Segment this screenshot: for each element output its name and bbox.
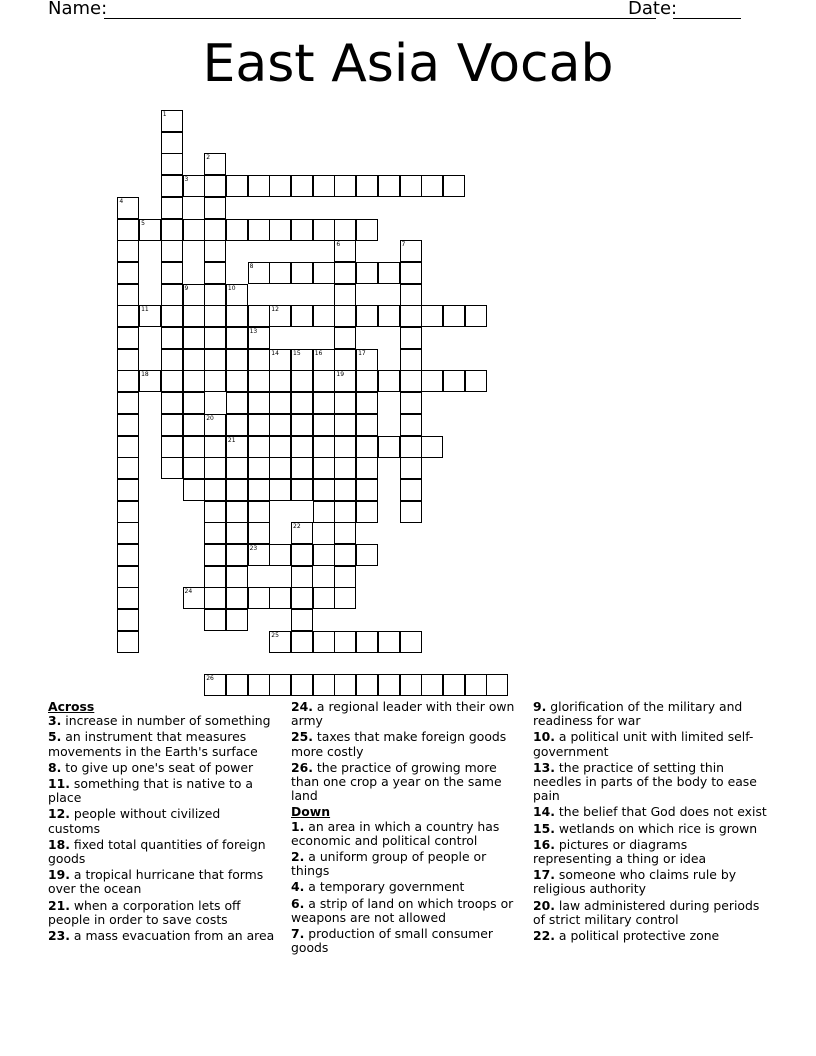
crossword-cell[interactable] [334,479,356,501]
crossword-cell[interactable] [400,370,422,392]
crossword-cell[interactable] [400,349,422,371]
crossword-cell[interactable] [161,175,183,197]
crossword-cell[interactable] [161,327,183,349]
cell-number: 23 [249,545,258,552]
crossword-cell[interactable] [421,370,443,392]
crossword-cell[interactable] [226,414,248,436]
crossword-cell[interactable] [117,522,139,544]
crossword-cell[interactable] [204,501,226,523]
crossword-cell[interactable] [117,349,139,371]
cell-number: 13 [249,328,258,335]
crossword-cell[interactable] [204,327,226,349]
cell-number: 10 [227,284,236,292]
crossword-cell[interactable] [161,370,183,392]
cell-number: 18 [141,371,149,379]
crossword-cell[interactable] [400,327,422,349]
crossword-cell[interactable] [117,501,139,523]
crossword-cell[interactable] [356,674,378,696]
crossword-cell[interactable] [204,370,226,392]
name-label: Name: [48,0,108,19]
clue-across-24: 24. a regional leader with their own army [291,699,515,729]
crossword-cell[interactable] [334,436,356,458]
cell-number: 14 [271,349,279,357]
crossword-cell[interactable] [161,392,183,414]
crossword-cell[interactable] [334,414,356,436]
crossword-cell[interactable] [313,436,335,458]
crossword-cell[interactable] [465,370,487,392]
clue-across-26: 26. the practice of growing more than one crop a year on the same land [291,759,502,804]
crossword-cell[interactable] [139,370,161,392]
crossword-cell[interactable] [313,479,335,501]
crossword-cell[interactable] [248,175,270,197]
crossword-cell[interactable] [183,414,205,436]
cell-number: 21 [227,436,236,444]
crossword-cell[interactable] [183,436,205,458]
crossword-cell[interactable] [378,175,400,197]
cell-number: 20 [206,414,214,422]
crossword-cell[interactable] [400,457,422,479]
page-title: East Asia Vocab [202,34,614,94]
crossword-cell[interactable] [291,414,313,436]
crossword-cell[interactable] [269,457,291,479]
crossword-cell[interactable] [183,305,205,327]
crossword-cell[interactable] [465,674,487,696]
crossword-cell[interactable] [204,414,226,436]
crossword-cell[interactable] [269,349,291,371]
crossword-cell[interactable] [269,674,291,696]
crossword-cell[interactable] [226,609,248,631]
crossword-cell[interactable] [269,219,291,241]
cell-number: 4 [119,197,124,205]
cell-number: 12 [271,306,279,314]
cell-number: 22 [293,523,301,531]
clue-down-17: 17. someone who claims rule by religious authority [533,867,737,897]
crossword-cell[interactable] [226,219,248,241]
crossword-cell[interactable] [291,457,313,479]
crossword-cell[interactable] [117,240,139,262]
crossword-cell[interactable] [183,175,205,197]
clue-across-18: 18. fixed total quantities of foreign goods [48,836,266,867]
crossword-cell[interactable] [204,566,226,588]
crossword-cell[interactable] [226,522,248,544]
crossword-cell[interactable] [356,501,378,523]
crossword-cell[interactable] [291,305,313,327]
crossword-cell[interactable] [421,674,443,696]
crossword-cell[interactable] [117,479,139,501]
crossword-cell[interactable] [334,370,356,392]
clue-across-5: 5. an instrument that measures movements in the Earth's surface [48,729,258,759]
crossword-cell[interactable] [226,479,248,501]
crossword-cell[interactable] [248,436,270,458]
crossword-cell[interactable] [248,370,270,392]
crossword-cell[interactable] [183,349,205,371]
crossword-cell[interactable] [291,262,313,284]
crossword-cell[interactable] [313,631,335,653]
crossword-cell[interactable] [226,175,248,197]
crossword-cell[interactable] [356,219,378,241]
crossword-cell[interactable] [400,240,422,262]
crossword-cell[interactable] [400,305,422,327]
crossword-cell[interactable] [313,370,335,392]
crossword-cell[interactable] [248,414,270,436]
cell-number: 11 [141,306,149,314]
crossword-cell[interactable] [334,544,356,566]
clue-down-15: 15. wetlands on which rice is grown [533,820,758,836]
crossword-cell[interactable] [117,587,139,609]
crossword-cell[interactable] [334,175,356,197]
crossword-cell[interactable] [378,436,400,458]
clue-across-12: 12. people without civilized customs [48,806,221,836]
crossword-cell[interactable] [334,457,356,479]
crossword-cell[interactable] [226,544,248,566]
cell-number: 8 [249,262,254,270]
crossword-cell[interactable] [313,457,335,479]
cell-number: 25 [271,631,279,639]
clue-across-8: 8. to give up one's seat of power [48,759,254,775]
crossword-cell[interactable] [400,479,422,501]
crossword-cell[interactable] [248,305,270,327]
crossword-cell[interactable] [248,262,270,284]
clue-down-16: 16. pictures or diagrams representing a thing or idea [533,836,707,867]
crossword-cell[interactable] [400,175,422,197]
crossword-cell[interactable] [226,284,248,306]
crossword-cell[interactable] [378,370,400,392]
crossword-cell[interactable] [400,436,422,458]
crossword-cell[interactable] [117,197,139,219]
clue-down-20: 20. law administered during periods of strict military control [533,897,760,927]
crossword-cell[interactable] [400,631,422,653]
clue-across-25: 25. taxes that make foreign goods more costly [291,729,507,759]
crossword-cell[interactable] [313,349,335,371]
crossword-cell[interactable] [356,631,378,653]
crossword-cell[interactable] [204,522,226,544]
crossword-cell[interactable] [204,284,226,306]
cell-number: 5 [141,219,145,227]
crossword-cell[interactable] [161,305,183,327]
crossword-cell[interactable] [161,110,183,132]
crossword-cell[interactable] [161,436,183,458]
crossword-cell[interactable] [204,305,226,327]
crossword-cell[interactable] [226,327,248,349]
crossword-cell[interactable] [334,240,356,262]
crossword-cell[interactable] [248,219,270,241]
crossword-cell[interactable] [400,414,422,436]
clue-down-10: 10. a political unit with limited self-government [533,729,754,759]
crossword-cell[interactable] [226,457,248,479]
crossword-cell[interactable] [204,197,226,219]
crossword-cell[interactable] [291,392,313,414]
crossword-cell[interactable] [117,436,139,458]
crossword-cell[interactable] [269,392,291,414]
crossword-cell[interactable] [248,587,270,609]
crossword-cell[interactable] [139,305,161,327]
crossword-cell[interactable] [161,219,183,241]
crossword-cell[interactable] [204,349,226,371]
crossword-cell[interactable] [269,631,291,653]
crossword-cell[interactable] [356,175,378,197]
crossword-cell[interactable] [117,284,139,306]
crossword-cell[interactable] [117,457,139,479]
crossword-cell[interactable] [248,457,270,479]
crossword-cell[interactable] [378,631,400,653]
cell-number: 19 [336,371,345,379]
crossword-cell[interactable] [204,153,226,175]
clues-column-3 [533,700,769,945]
crossword-cell[interactable] [117,392,139,414]
crossword-cell[interactable] [183,392,205,414]
crossword-cell[interactable] [400,262,422,284]
crossword-cell[interactable] [313,544,335,566]
cell-number: 3 [184,176,189,184]
crossword-cell[interactable] [421,175,443,197]
clue-down-1: 1. an area in which a country has economic and political control [291,818,500,848]
crossword-cell[interactable] [226,392,248,414]
crossword-cell[interactable] [465,305,487,327]
crossword-cell[interactable] [117,544,139,566]
crossword-cell[interactable] [248,544,270,566]
down-heading: Down [291,804,331,820]
crossword-cell[interactable] [204,674,226,696]
crossword-cell[interactable] [291,566,313,588]
crossword-cell[interactable] [356,544,378,566]
crossword-cell[interactable] [117,631,139,653]
crossword-cell[interactable] [226,674,248,696]
crossword-cell[interactable] [313,219,335,241]
crossword-cell[interactable] [291,587,313,609]
crossword-cell[interactable] [400,674,422,696]
across-heading: Across [48,699,95,714]
crossword-cell[interactable] [443,305,465,327]
crossword-cell[interactable] [356,414,378,436]
crossword-cell[interactable] [334,587,356,609]
crossword-cell[interactable] [313,414,335,436]
crossword-cell[interactable] [204,479,226,501]
crossword-cell[interactable] [117,219,139,241]
crossword-cell[interactable] [421,436,443,458]
crossword-cell[interactable] [139,219,161,241]
crossword-cell[interactable] [183,327,205,349]
crossword-cell[interactable] [313,674,335,696]
crossword-cell[interactable] [248,522,270,544]
cell-number: 24 [184,588,193,596]
crossword-cell[interactable] [291,370,313,392]
crossword-cell[interactable] [117,609,139,631]
crossword-cell[interactable] [313,262,335,284]
date-label: Date: [628,0,678,19]
crossword-cell[interactable] [226,370,248,392]
crossword-cell[interactable] [269,370,291,392]
crossword-cell[interactable] [334,349,356,371]
crossword-cell[interactable] [269,305,291,327]
crossword-cell[interactable] [248,479,270,501]
crossword-cell[interactable] [269,587,291,609]
crossword-cell[interactable] [204,587,226,609]
crossword-cell[interactable] [291,479,313,501]
crossword-cell[interactable] [161,457,183,479]
clues-column-2 [291,700,527,957]
crossword-cell[interactable] [356,262,378,284]
crossword-cell[interactable] [313,392,335,414]
crossword-cell[interactable] [313,501,335,523]
clue-across-23: 23. a mass evacuation from an area [48,928,275,944]
crossword-cell[interactable] [291,631,313,653]
crossword-cell[interactable] [291,674,313,696]
crossword-cell[interactable] [226,305,248,327]
cell-number: 16 [314,349,323,357]
clue-down-13: 13. the practice of setting thin needles in parts of the body to ease pain [533,759,757,804]
crossword-cell[interactable] [204,219,226,241]
crossword-cell[interactable] [334,566,356,588]
crossword-cell[interactable] [334,674,356,696]
crossword-cell[interactable] [226,436,248,458]
crossword-cell[interactable] [334,284,356,306]
crossword-cell[interactable] [291,219,313,241]
crossword-cell[interactable] [183,479,205,501]
crossword-cell[interactable] [291,349,313,371]
crossword-cell[interactable] [356,370,378,392]
crossword-cell[interactable] [356,479,378,501]
crossword-cell[interactable] [334,262,356,284]
crossword-cell[interactable] [334,501,356,523]
crossword-cell[interactable] [269,544,291,566]
crossword-cell[interactable] [313,305,335,327]
crossword-cell[interactable] [161,197,183,219]
crossword-cell[interactable] [356,349,378,371]
crossword-cell[interactable] [269,479,291,501]
crossword-cell[interactable] [248,349,270,371]
cell-number: 9 [184,284,189,292]
crossword-cell[interactable] [400,392,422,414]
cell-number: 17 [358,349,366,357]
crossword-cell[interactable] [117,305,139,327]
crossword-cell[interactable] [443,674,465,696]
crossword-cell[interactable] [161,349,183,371]
cell-number: 2 [206,154,211,162]
crossword-cell[interactable] [356,305,378,327]
crossword-cell[interactable] [486,674,508,696]
crossword-cell[interactable] [183,457,205,479]
clue-down-9: 9. glorification of the military and readiness for war [533,699,743,729]
crossword-cell[interactable] [183,284,205,306]
crossword-cell[interactable] [291,609,313,631]
crossword-cell[interactable] [356,392,378,414]
crossword-cell[interactable] [378,674,400,696]
cell-number: 15 [293,349,301,357]
crossword-cell[interactable] [183,587,205,609]
crossword-cell[interactable] [117,370,139,392]
clue-across-21: 21. when a corporation lets off people in order to save costs [48,897,241,927]
cell-number: 7 [401,241,406,249]
crossword-cell[interactable] [291,544,313,566]
crossword-cell[interactable] [291,522,313,544]
clue-across-19: 19. a tropical hurricane that forms over the ocean [48,867,264,897]
clue-across-3: 3. increase in number of something [48,713,271,729]
clue-down-14: 14. the belief that God does not exist [533,804,767,820]
crossword-cell[interactable] [204,457,226,479]
crossword-cell[interactable] [443,175,465,197]
crossword-cell[interactable] [378,262,400,284]
clues-column-1 [48,700,276,945]
cell-number: 1 [162,111,167,118]
crossword-cell[interactable] [204,609,226,631]
crossword-cell[interactable] [269,414,291,436]
crossword-cell[interactable] [117,262,139,284]
crossword-cell[interactable] [183,370,205,392]
crossword-cell[interactable] [117,414,139,436]
crossword-cell[interactable] [204,436,226,458]
crossword-cell[interactable] [421,305,443,327]
crossword-cell[interactable] [204,544,226,566]
crossword-cell[interactable] [204,262,226,284]
crossword-cell[interactable] [226,349,248,371]
crossword-cell[interactable] [291,436,313,458]
crossword-cell[interactable] [248,392,270,414]
clue-down-7: 7. production of small consumer goods [291,926,493,956]
clue-down-4: 4. a temporary government [291,879,465,895]
crossword-cell[interactable] [248,674,270,696]
clue-down-22: 22. a political protective zone [533,928,720,944]
crossword-cell[interactable] [356,457,378,479]
clue-down-6: 6. a strip of land on which troops or weapons are not allowed [291,895,514,925]
crossword-cell[interactable] [161,240,183,262]
crossword-cell[interactable] [334,392,356,414]
clue-across-11: 11. something that is native to a place [48,776,253,806]
crossword-cell[interactable] [291,175,313,197]
crossword-cell[interactable] [161,262,183,284]
crossword-cell[interactable] [269,175,291,197]
crossword-cell[interactable] [161,153,183,175]
crossword-cell[interactable] [443,370,465,392]
crossword-cell[interactable] [334,327,356,349]
crossword-cell[interactable] [204,175,226,197]
crossword-cell[interactable] [161,132,183,154]
crossword-cell[interactable] [400,284,422,306]
clue-down-2: 2. a uniform group of people or things [291,849,487,879]
crossword-cell[interactable] [226,587,248,609]
crossword-cell[interactable] [183,219,205,241]
cell-number: 6 [336,241,341,249]
crossword-cell[interactable] [161,284,183,306]
crossword-cell[interactable] [204,240,226,262]
crossword-cell[interactable] [117,566,139,588]
crossword-cell[interactable] [334,631,356,653]
crossword-cell[interactable] [313,175,335,197]
crossword-cell[interactable] [248,327,270,349]
crossword-cell[interactable] [226,566,248,588]
crossword-cell[interactable] [269,436,291,458]
crossword-cell[interactable] [356,436,378,458]
crossword-cell[interactable] [334,219,356,241]
crossword-cell[interactable] [400,501,422,523]
cell-number: 26 [206,675,214,683]
crossword-cell[interactable] [117,327,139,349]
crossword-cell[interactable] [269,262,291,284]
crossword-cell[interactable] [248,501,270,523]
crossword-cell[interactable] [313,587,335,609]
crossword-cell[interactable] [226,501,248,523]
crossword-cell[interactable] [161,414,183,436]
crossword-cell[interactable] [334,522,356,544]
crossword-cell[interactable] [378,305,400,327]
crossword-cell[interactable] [334,305,356,327]
